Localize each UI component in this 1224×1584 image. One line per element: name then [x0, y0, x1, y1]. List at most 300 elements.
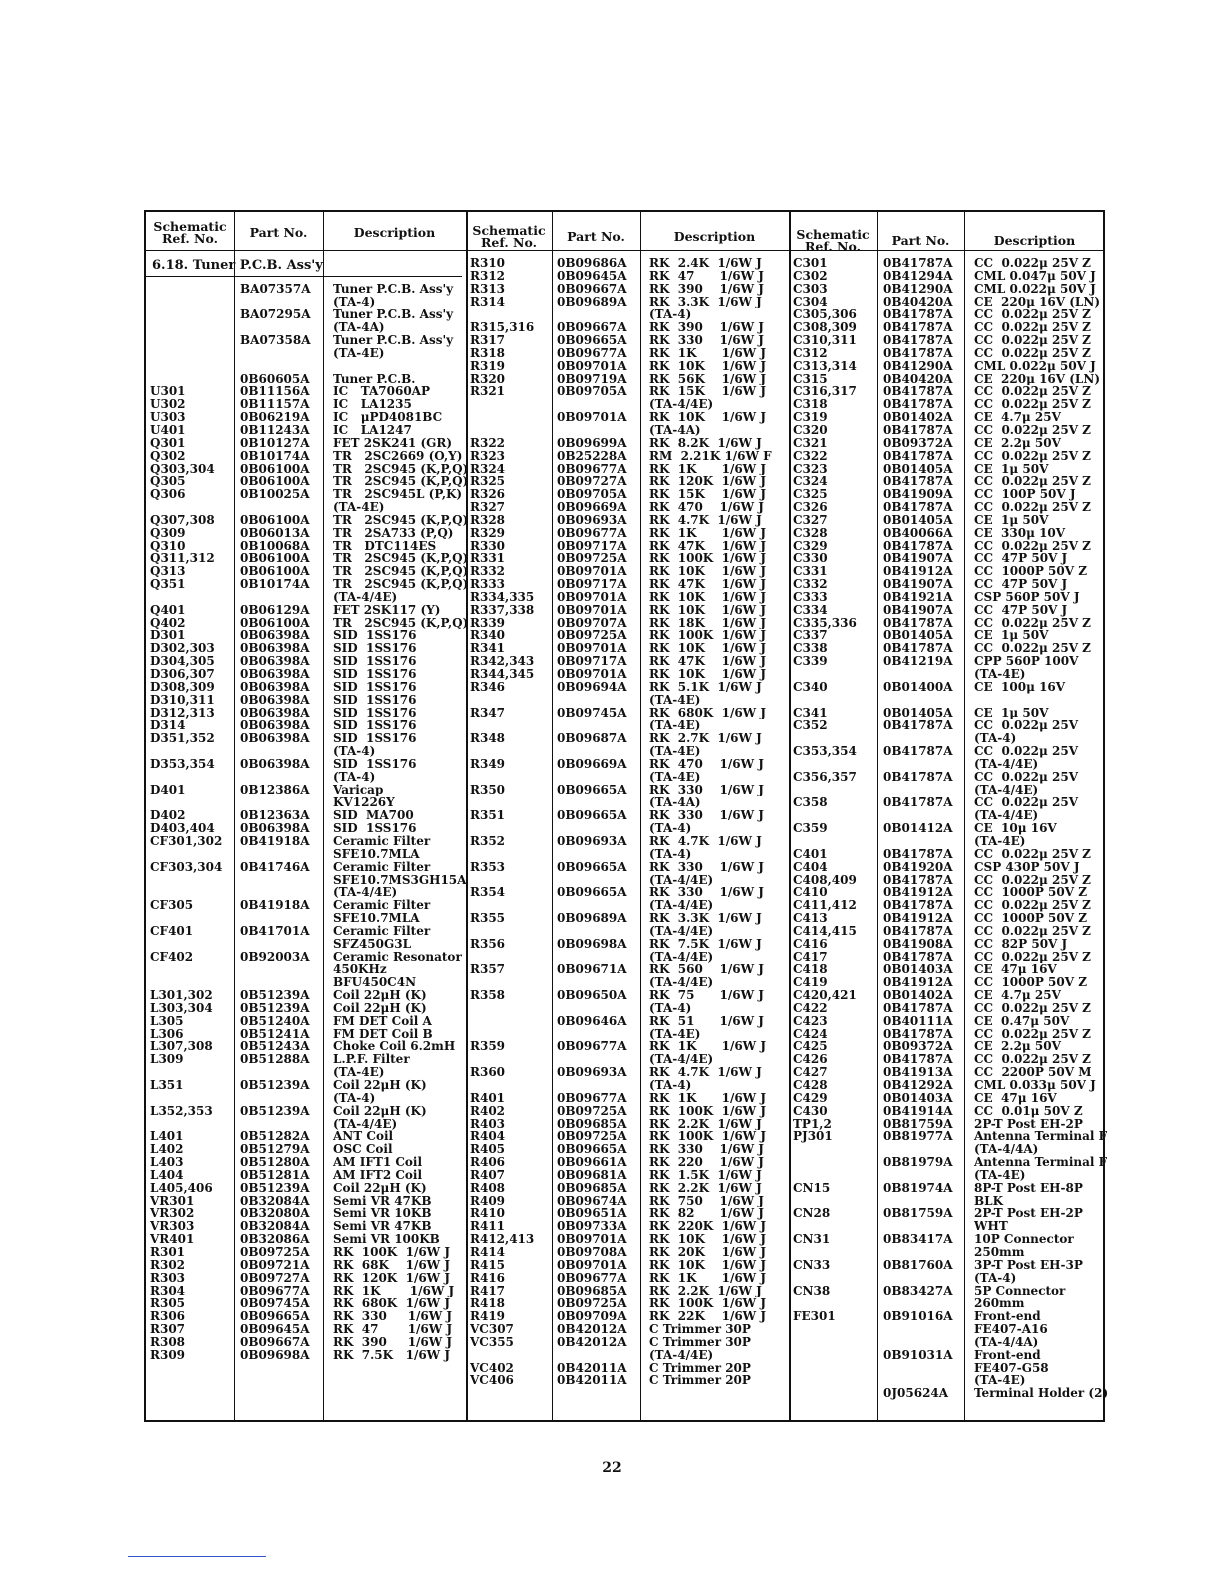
ref-cell: R410 [470, 1207, 506, 1221]
part-number-cell: 0B01403A [883, 963, 953, 977]
part-number-cell: 0B01405A [883, 513, 953, 527]
ref-cell: VC307 [470, 1323, 514, 1336]
ref-cell: D301 [150, 629, 186, 643]
description-cell: Tuner P.C.B. Ass'y [333, 334, 454, 347]
description-cell: RK 47 1/6W J [649, 269, 764, 283]
part-number-cell: 0B09693A [557, 513, 627, 527]
part-number-cell: 0B41787A [883, 321, 953, 335]
description-cell: Tuner P.C.B. [333, 372, 416, 386]
ref-cell: C414,415 [793, 924, 857, 938]
part-number-cell [555, 1349, 645, 1362]
ref-cell [146, 373, 238, 386]
ref-cell [790, 1336, 881, 1349]
ref-cell: R341 [470, 642, 506, 656]
ref-cell: R347 [470, 706, 506, 720]
table-row [467, 565, 795, 578]
part-number-cell: 0B41921A [883, 590, 953, 604]
description-cell: TR DTC114ES [333, 539, 437, 553]
ref-cell [467, 1079, 555, 1092]
ref-cell: R334,335 [470, 590, 535, 604]
part-number-cell: 0B09693A [557, 1066, 627, 1079]
table-row [790, 565, 1112, 578]
description-cell: 10P Connector [974, 1233, 1074, 1246]
ref-cell: D351,352 [150, 732, 215, 746]
description-cell: TR 2SC945 (K,P,Q) [333, 462, 469, 476]
part-number-cell [238, 257, 329, 270]
description-cell: RK 68K 1/6W J [333, 1258, 451, 1272]
table-row [790, 707, 1112, 720]
table-row [146, 1028, 471, 1041]
table-row [467, 1028, 795, 1041]
table-row [790, 745, 1112, 758]
description-cell: RK 2.7K 1/6W J [649, 732, 762, 746]
ref-cell: Q301 [150, 436, 186, 450]
ref-cell: C320 [793, 423, 828, 437]
table-row [146, 886, 471, 899]
description-cell: Semi VR 47KB [333, 1194, 432, 1208]
ref-cell: CN33 [793, 1258, 831, 1272]
description-cell: FET 2SK241 (GR) [333, 436, 453, 450]
table-row [790, 1374, 1112, 1387]
table-row [467, 1374, 795, 1387]
ref-cell: L309 [150, 1053, 184, 1067]
ref-cell: C425 [793, 1040, 828, 1054]
table-row [467, 424, 795, 437]
description-cell: CC 1000P 50V Z [974, 886, 1088, 900]
part-number-cell: 0B09701A [557, 590, 627, 604]
ref-cell: R346 [470, 680, 506, 694]
description-cell: RK 2.2K 1/6W J [649, 1284, 762, 1298]
ref-cell: C420,421 [793, 989, 857, 1002]
description-cell: 260mm [974, 1297, 1025, 1311]
description-cell: SID 1SS176 [333, 732, 417, 746]
ref-cell: R325 [470, 475, 506, 489]
description-cell: CC 0.022μ 25V Z [974, 873, 1091, 887]
description-cell: CE 1μ 50V [974, 706, 1049, 720]
table-row [467, 1040, 795, 1053]
table-row [790, 1143, 1112, 1156]
part-number-cell: 0B09669A [557, 501, 627, 514]
part-number-cell: 0B51239A [240, 989, 310, 1002]
description-cell: (TA-4/4E) [649, 950, 714, 964]
ref-cell [790, 1156, 881, 1169]
ref-cell: C411,412 [793, 899, 857, 913]
table-row [790, 411, 1112, 424]
part-number-cell: 0B41912A [883, 565, 953, 579]
description-cell: Front-end [974, 1310, 1041, 1324]
description-cell: 5P Connector [974, 1284, 1066, 1298]
part-number-cell: 0B09677A [557, 526, 627, 540]
description-cell: (TA-4) [974, 732, 1017, 746]
table-row [146, 1053, 471, 1066]
table-row [146, 257, 471, 270]
part-number-cell: 0B01403A [883, 1091, 953, 1105]
ref-cell: Q305 [150, 475, 186, 489]
description-cell: RK 100K 1/6W J [333, 1245, 451, 1259]
table-row [146, 1272, 471, 1285]
part-number-cell: 0B41787A [883, 423, 953, 437]
table-row [790, 501, 1112, 514]
part-number-cell: 0B09674A [557, 1194, 627, 1208]
part-number-cell: 0B81974A [883, 1181, 953, 1195]
table-row [467, 963, 795, 976]
ref-cell: R310 [470, 257, 506, 270]
ref-cell: CN15 [793, 1181, 831, 1195]
table-row [790, 540, 1112, 553]
description-cell: SFE10.7MLA [333, 912, 420, 925]
table-row [790, 1362, 1112, 1375]
part-number-cell [555, 848, 645, 861]
part-number-cell: 0B11156A [240, 385, 310, 399]
description-cell: CC 0.022μ 25V Z [974, 539, 1091, 553]
parts-column-2 [467, 257, 795, 1387]
table-row [467, 629, 795, 642]
ref-cell [467, 1349, 555, 1362]
description-cell: CC 0.022μ 25V Z [974, 475, 1091, 489]
ref-cell [790, 809, 881, 822]
part-number-cell [238, 296, 329, 309]
description-cell: CE 47μ 16V [974, 963, 1057, 977]
part-number-cell [555, 745, 645, 758]
description-cell: Ceramic Filter [333, 899, 431, 913]
part-number-cell: 0B09685A [557, 1181, 627, 1195]
description-cell: 250mm [974, 1245, 1025, 1259]
part-number-cell: 0B41907A [883, 603, 953, 617]
table-row [467, 822, 795, 835]
part-number-cell: 0B09701A [557, 668, 627, 681]
ref-cell: L405,406 [150, 1181, 213, 1195]
part-number-cell: 0B09701A [557, 603, 627, 617]
table-row [146, 604, 471, 617]
ref-cell: C326 [793, 501, 828, 514]
table-row [467, 1310, 795, 1323]
part-number-cell: 0B01405A [883, 629, 953, 643]
ref-cell [467, 771, 555, 784]
description-cell: SFE10.7MLA [333, 847, 420, 861]
description-cell: CML 0.047μ 50V J [974, 269, 1096, 283]
description-cell: RK 10K 1/6W J [649, 565, 767, 579]
part-number-cell: 0B10174A [240, 578, 310, 591]
table-row [790, 1053, 1112, 1066]
part-number-cell: 0B41787A [883, 449, 953, 463]
part-number-cell: BA07357A [240, 282, 311, 296]
ref-cell: C341 [793, 706, 828, 720]
description-cell: RK 10K 1/6W J [649, 1258, 767, 1272]
ref-cell: R402 [470, 1104, 506, 1118]
page-number: 22 [602, 1460, 622, 1476]
table-row [467, 296, 795, 309]
description-cell: RK 15K 1/6W J [649, 488, 767, 502]
part-number-cell: 0B41787A [883, 847, 953, 861]
description-cell: CE 220μ 16V (LN) [974, 372, 1101, 386]
description-cell [329, 270, 471, 283]
description-cell: RK 47K 1/6W J [649, 655, 767, 668]
ref-cell [790, 668, 881, 681]
ref-cell [467, 308, 555, 321]
part-number-cell: 0B81760A [883, 1258, 953, 1272]
table-row [790, 899, 1112, 912]
description-cell: RK 10K 1/6W J [649, 359, 767, 373]
table-row [790, 1028, 1112, 1041]
part-number-cell: 0B41787A [883, 745, 953, 758]
part-number-cell: 0B81979A [883, 1156, 953, 1169]
ref-cell: R357 [470, 963, 506, 977]
part-number-cell: 0J05624A [883, 1387, 949, 1401]
table-row [790, 951, 1112, 964]
part-number-cell [238, 874, 329, 887]
table-row [146, 861, 471, 874]
ref-cell [790, 1297, 881, 1310]
parts-list-table [144, 210, 1109, 1422]
description-cell: RK 560 1/6W J [649, 963, 764, 977]
description-cell: (TA-4A) [649, 423, 701, 437]
description-cell: IC LA1235 [333, 398, 412, 412]
part-number-cell: 0B09707A [557, 616, 627, 630]
description-cell: Coil 22μH (K) [333, 1104, 427, 1118]
description-cell: (TA-4) [333, 745, 376, 758]
ref-cell [146, 270, 238, 283]
part-number-cell: BA07358A [240, 334, 311, 347]
table-row [146, 283, 471, 296]
ref-cell: R412,413 [470, 1233, 535, 1246]
part-number-cell [238, 1118, 329, 1131]
table-row [467, 1118, 795, 1131]
ref-cell [146, 938, 238, 951]
description-cell: CPP 560P 100V [974, 655, 1079, 668]
part-number-cell [555, 976, 645, 989]
part-number-cell: 0B09698A [557, 937, 627, 951]
description-cell: Antenna Terminal F [974, 1130, 1108, 1144]
ref-cell: D353,354 [150, 757, 215, 771]
description-cell: (TA-4) [649, 308, 692, 322]
description-cell: RK 100K 1/6W J [649, 1130, 767, 1144]
table-row [467, 874, 795, 887]
description-cell: (TA-4/4E) [649, 1053, 714, 1067]
table-row [146, 296, 471, 309]
header-part: Part No. [249, 225, 308, 240]
table-row [467, 719, 795, 732]
ref-cell: CN38 [793, 1284, 831, 1298]
ref-cell [146, 1092, 238, 1105]
ref-cell: U303 [150, 411, 186, 424]
ref-cell [146, 745, 238, 758]
description-cell: FE407-G58 [974, 1361, 1049, 1375]
part-number-cell: 0B51241A [240, 1027, 310, 1041]
table-row [146, 1130, 471, 1143]
ref-cell [146, 296, 238, 309]
ref-cell: C352 [793, 719, 828, 733]
ref-cell: R403 [470, 1117, 506, 1131]
part-number-cell [238, 1092, 329, 1105]
table-row [790, 822, 1112, 835]
ref-cell: CF402 [150, 950, 194, 964]
ref-cell: C427 [793, 1066, 828, 1079]
description-cell: RK 330 1/6W J [649, 860, 764, 874]
description-cell: RK 220K 1/6W J [649, 1220, 767, 1234]
table-row [467, 552, 795, 565]
table-row [146, 694, 471, 707]
description-cell: RK 120K 1/6W J [333, 1271, 451, 1285]
part-number-cell: 0B51239A [240, 1001, 310, 1015]
part-number-cell: 0B06398A [240, 655, 310, 668]
description-cell: SFZ450G3L [333, 937, 412, 951]
table-row [467, 951, 795, 964]
table-row [467, 360, 795, 373]
part-number-cell: 0B51239A [240, 1181, 310, 1195]
description-cell: AM IFT2 Coil [333, 1168, 423, 1182]
part-number-cell: 0B83427A [883, 1284, 953, 1298]
part-number-cell [555, 1079, 645, 1092]
part-number-cell [881, 668, 970, 681]
ref-cell: L307,308 [150, 1040, 213, 1054]
ref-cell [790, 1349, 881, 1362]
table-row [467, 1272, 795, 1285]
table-row [467, 1002, 795, 1015]
part-number-cell: 0B41787A [883, 1027, 953, 1041]
table-row [467, 938, 795, 951]
table-row [790, 1387, 1112, 1400]
description-cell: (TA-4E) [974, 1168, 1026, 1182]
table-row [467, 655, 795, 668]
table-row [467, 1259, 795, 1272]
ref-cell [146, 848, 238, 861]
description-cell: CE 4.7μ 25V [974, 989, 1061, 1002]
part-number-cell [555, 694, 645, 707]
description-cell: RK 330 1/6W J [649, 1143, 764, 1157]
part-number-cell: 0B09667A [557, 282, 627, 296]
description-cell: Ceramic Filter [333, 834, 431, 848]
table-row [790, 848, 1112, 861]
part-number-cell [238, 501, 329, 514]
description-cell: (TA-4A) [649, 796, 701, 810]
description-cell: CC 0.022μ 25V Z [974, 449, 1091, 463]
part-number-cell: 0B09701A [557, 1233, 627, 1246]
ref-cell: R339 [470, 616, 506, 630]
description-cell: RK 470 1/6W J [649, 757, 764, 771]
description-cell: CE 4.7μ 25V [974, 411, 1061, 424]
description-cell: TR 2SC945 (K,P,Q) [333, 565, 469, 579]
description-cell: TR 2SC2669 (O,Y) [333, 449, 463, 463]
part-number-cell [555, 1028, 645, 1041]
ref-cell: C327 [793, 513, 828, 527]
description-cell: CC 0.022μ 25V Z [974, 1053, 1091, 1067]
part-number-cell [238, 796, 329, 809]
table-row [790, 437, 1112, 450]
table-row [467, 1092, 795, 1105]
table-row [146, 321, 471, 334]
part-number-cell: 0B41909A [883, 488, 953, 502]
ref-cell: VR401 [150, 1233, 195, 1246]
part-number-cell: 0B06398A [240, 642, 310, 656]
description-cell: SID 1SS176 [333, 642, 417, 656]
table-row [146, 796, 471, 809]
ref-cell: L305 [150, 1014, 184, 1028]
table-row [790, 1105, 1112, 1118]
part-number-cell: 0B10068A [240, 539, 310, 553]
ref-cell: R306 [150, 1310, 186, 1324]
part-number-cell: 0B01405A [883, 706, 953, 720]
part-number-cell: 0B09687A [557, 732, 627, 746]
ref-cell: C316,317 [793, 385, 857, 399]
part-number-cell: 0B12386A [240, 783, 310, 797]
table-row [790, 270, 1112, 283]
ref-cell: R331 [470, 552, 506, 566]
header-part: Part No. [891, 233, 950, 248]
description-cell: (TA-4/4E) [649, 873, 714, 887]
table-row [146, 488, 471, 501]
part-number-cell: 0B60605A [240, 372, 310, 386]
ref-cell: C301 [793, 257, 828, 270]
description-cell: (TA-4A) [333, 321, 385, 335]
part-number-cell: 0B41918A [240, 834, 310, 848]
description-cell: RK 120K 1/6W J [649, 475, 767, 489]
ref-cell: R324 [470, 462, 506, 476]
ref-cell: R418 [470, 1297, 506, 1311]
table-row [146, 874, 471, 887]
table-row [467, 373, 795, 386]
ref-cell: R415 [470, 1258, 506, 1272]
part-number-cell: 0B40066A [883, 526, 953, 540]
table-row [467, 1079, 795, 1092]
description-cell: (TA-4E) [333, 1066, 385, 1079]
description-cell: 2P-T Post EH-2P [974, 1117, 1083, 1131]
table-row [467, 475, 795, 488]
description-cell: KV1226Y [333, 796, 395, 810]
table-row [146, 963, 471, 976]
description-cell: (TA-4E) [649, 1027, 701, 1041]
part-number-cell: 0B09727A [557, 475, 627, 489]
table-row [790, 963, 1112, 976]
description-cell: Ceramic Resonator [333, 950, 462, 964]
ref-cell: R321 [470, 385, 506, 399]
part-number-cell [238, 976, 329, 989]
part-number-cell: 0B41294A [883, 269, 953, 283]
description-cell: (TA-4) [333, 1091, 376, 1105]
table-row [790, 617, 1112, 630]
description-cell: RK 47K 1/6W J [649, 578, 767, 591]
part-number-cell: 0B51288A [240, 1053, 310, 1067]
table-row [146, 989, 471, 1002]
part-number-cell [238, 347, 329, 360]
description-cell: (TA-4E) [333, 501, 385, 514]
table-row [467, 681, 795, 694]
description-cell: RK 1K 1/6W J [649, 346, 767, 360]
description-cell: CC 0.022μ 25V Z [974, 642, 1091, 656]
part-number-cell: 0B41907A [883, 578, 953, 591]
description-cell: IC LA1247 [333, 423, 412, 437]
description-cell: RK 7.5K 1/6W J [649, 937, 762, 951]
ref-cell [146, 334, 238, 347]
table-row [467, 1349, 795, 1362]
ref-cell [146, 912, 238, 925]
ref-cell: C325 [793, 488, 828, 502]
table-row [790, 424, 1112, 437]
description-cell: CC 1000P 50V Z [974, 565, 1088, 579]
table-row [790, 347, 1112, 360]
part-number-cell: 0B09661A [557, 1156, 627, 1169]
ref-cell: C417 [793, 950, 828, 964]
table-row [146, 617, 471, 630]
table-row [146, 398, 471, 411]
description-cell: CC 0.022μ 25V [974, 796, 1079, 810]
table-row [790, 1169, 1112, 1182]
description-cell: RK 330 1/6W J [649, 334, 764, 347]
table-row [790, 874, 1112, 887]
part-number-cell: 0B41219A [883, 655, 953, 668]
description-cell: RK 15K 1/6W J [649, 385, 767, 399]
part-number-cell: 0B42011A [557, 1374, 627, 1388]
description-cell: RK 2.4K 1/6W J [649, 257, 762, 270]
